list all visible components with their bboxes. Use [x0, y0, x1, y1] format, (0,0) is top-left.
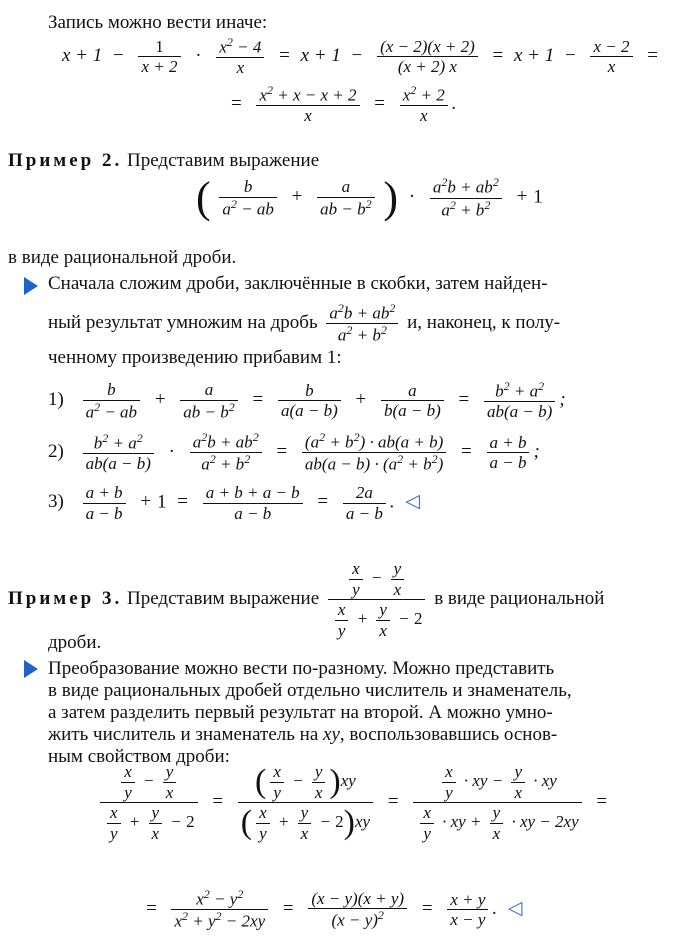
intro-text: Запись можно вести иначе:	[48, 12, 268, 33]
step-1-label: 1)	[48, 389, 64, 411]
example-2-para-2-pre: ный результат умножим на дробь	[48, 312, 318, 334]
example-2-tail: в виде рациональной дроби.	[8, 247, 237, 268]
example-3-header: Пример 3. Представим выражение $\frac{x}{y}$ − $\frac{y}{x}$ $\frac{x}{y}$ + $\frac{y}{x}$ − 2 в виде рациональной	[8, 559, 605, 640]
example-3-para-1: Преобразование можно вести по-разному. Можно представить	[48, 658, 555, 679]
example-3-para-5: ным свойством дроби:	[48, 746, 230, 767]
step-2-label: 2)	[48, 441, 64, 463]
example-2-step-2: 2) $\frac{b^2 + a^2}{ab(a - b)}$ · $\frac{a^2b + ab^2}{a^2 + b^2}$ = $\frac{(a^2 + b^2) \cdot ab(a + b)}{ab(a - b) \cdot (a^2 + b^2)}$ = $\frac{a + b}{a - b}$ ;	[48, 430, 540, 474]
example-3-tail: в виде рациональной	[434, 587, 605, 609]
example-3-para-4-pre: жить числитель и знаменатель на	[48, 724, 319, 745]
example-2-para-2-post: и, наконец, к полу-	[407, 312, 561, 334]
example-2-lead: Представим выражение	[127, 150, 320, 171]
blue-triangle-marker-icon-2	[24, 660, 38, 678]
example-3-para-3: а затем разделить первый результат на второй. А можно умно-	[48, 702, 553, 723]
example-2-step-1: 1) $\frac{b}{a^2 - ab}$ + $\frac{a}{ab - b^2}$ = $\frac{b}{a(a - b)}$ + $\frac{a}{b(a - b)}$ = $\frac{b^2 + a^2}{ab(a - b)}$ ;	[48, 379, 566, 422]
end-of-solution-icon-2: ◁	[507, 898, 523, 920]
example-3-paragraph	[48, 656, 572, 770]
formula-example-3-final: = $\frac{x^2 - y^2}{x^2 + y^2 - 2xy}$ = $\frac{(x - y)(x + y)}{(x - y)^2}$ = $\frac{x + y}{x - y}$ . ◁	[146, 887, 523, 931]
end-of-solution-icon: ◁	[405, 491, 420, 513]
example-3-tail-2: дроби.	[48, 632, 102, 653]
example-3-title: Пример 3.	[8, 587, 123, 609]
formula-example-2: ( $\frac{b}{a^2 - ab}$ + $\frac{a}{ab - b^2}$ ) · $\frac{a^2b + ab^2}{a^2 + b^2}$ + 1	[196, 173, 543, 222]
example-2-para-1: Сначала сложим дроби, заключённые в скобки, затем найден-	[48, 273, 548, 294]
formula-example-3-main: $\frac{x}{y}$ − $\frac{y}{x}$ $\frac{x}{y}$ + $\frac{y}{x}$ − 2 = ( $\frac{x}{y}$ − $\frac{y}{x}$ )xy ( $\frac{x}{y}$ + $\frac{y}{x}$ − 2)xy = $\frac{x}{y}$ · xy − $\frac{y}{x}$ · xy $\frac{x}{y}$ · xy + $\frac{y}{x}$ · xy − 2xy =	[96, 762, 613, 843]
step-3-label: 3)	[48, 491, 64, 513]
formula-intro-2: = $\frac{x^2 + x - x + 2}{x}$ = $\frac{x^2 + 2}{x}$ .	[231, 83, 457, 126]
example-3-para-4-var: xy	[323, 724, 340, 745]
example-2-title: Пример 2.	[8, 150, 123, 171]
example-3-para-2: в виде рациональных дробей отдельно числитель и знаменатель,	[48, 680, 572, 701]
example-2-para-3: ченному произведению прибавим 1:	[48, 347, 342, 368]
example-2-para-2: ный результат умножим на дробь $\frac{a^2b + ab^2}{a^2 + b^2}$ и, наконец, к полу-	[48, 301, 561, 345]
example-2-step-3: 3) $\frac{a + b}{a - b}$ + 1 = $\frac{a + b + a - b}{a - b}$ = $\frac{2a}{a - b}$ . ◁	[48, 483, 420, 523]
example-3-lead: Представим выражение	[127, 587, 320, 609]
formula-intro-1: x + 1 − $\frac{1}{x + 2}$ · $\frac{x^2 - 4}{x}$ = x + 1 − $\frac{(x - 2)(x + 2)}{(x + 2) x}$ = x + 1 − $\frac{x - 2}{x}$ =	[62, 35, 658, 78]
blue-triangle-marker-icon	[24, 277, 38, 295]
example-3-para-4-post: , воспользовавшись основ-	[339, 724, 558, 745]
example-2-header	[8, 150, 319, 172]
